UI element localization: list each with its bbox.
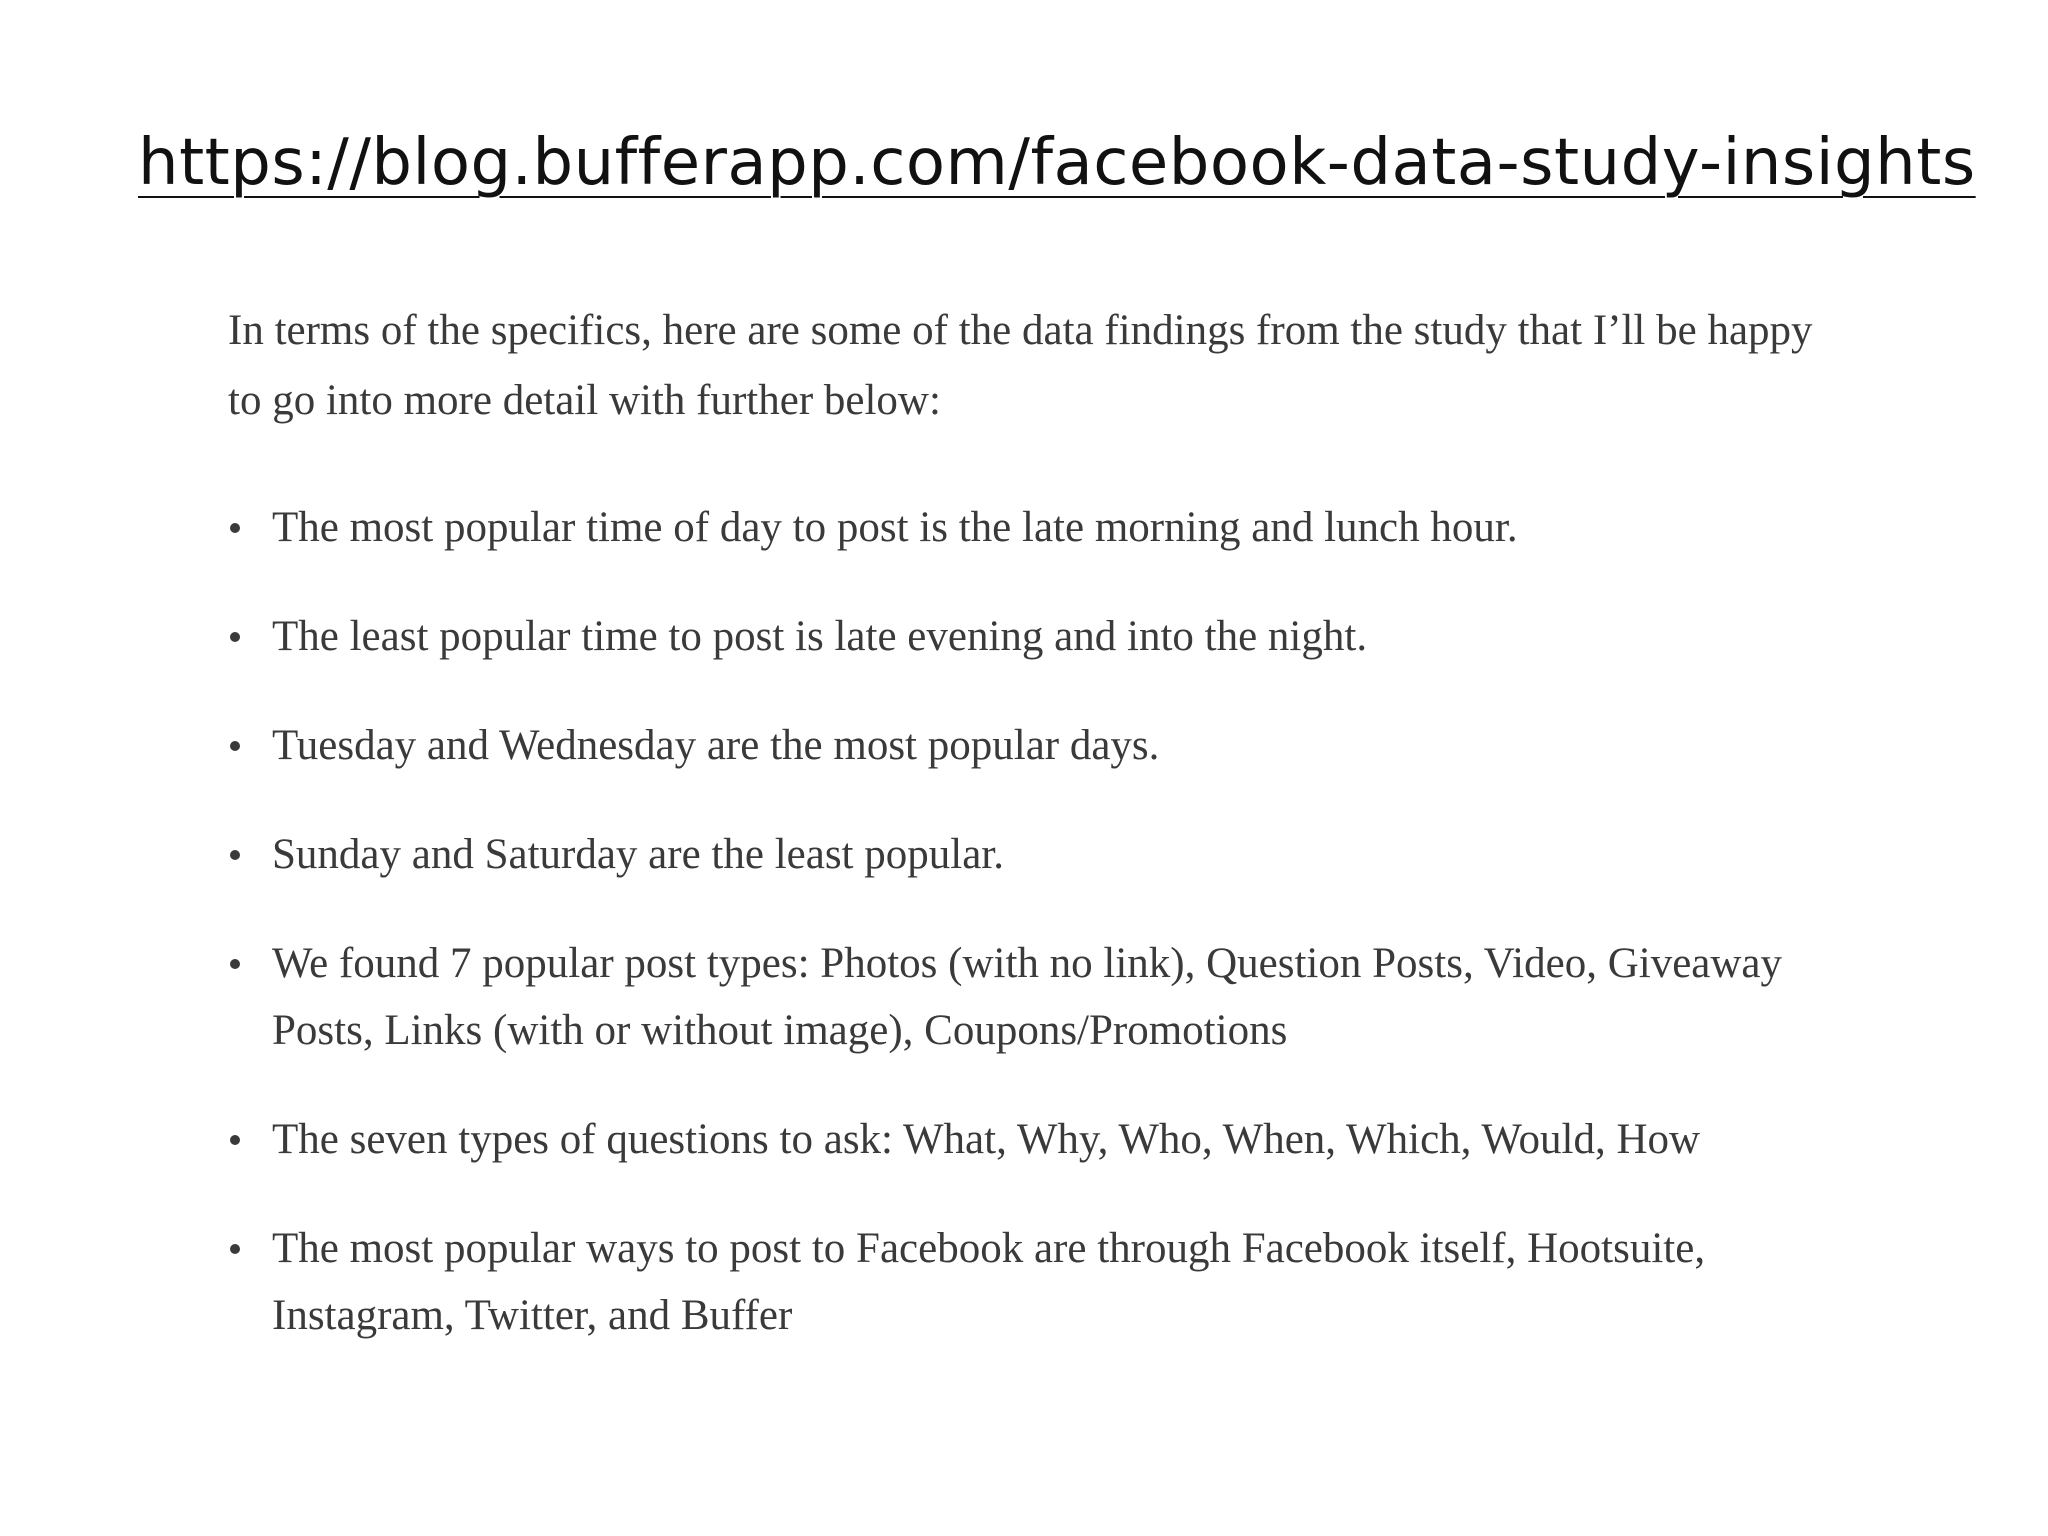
list-item	[228, 1106, 1848, 1173]
finding-text: Sunday and Saturday are the least popular.	[272, 831, 1004, 878]
bullet-icon	[230, 741, 240, 751]
list-item	[228, 712, 1848, 779]
list-item	[228, 930, 1848, 1064]
bullet-icon	[230, 850, 240, 860]
bullet-icon	[230, 523, 240, 533]
bullet-icon	[230, 632, 240, 642]
article-excerpt	[228, 296, 1848, 1391]
intro-paragraph: In terms of the specifics, here are some of the data findings from the study that I’ll be happy to go into more detail with further below:	[228, 307, 1813, 424]
bullet-icon	[230, 1135, 240, 1145]
list-item	[228, 494, 1848, 561]
list-item	[228, 603, 1848, 670]
finding-text: Tuesday and Wednesday are the most popular days.	[272, 722, 1160, 769]
finding-text: We found 7 popular post types: Photos (with no link), Question Posts, Video, Giveaway Posts, Links (with or without image), Coupons/Promotions	[272, 940, 1782, 1054]
finding-text: The least popular time to post is late evening and into the night.	[272, 613, 1368, 660]
source-url-link[interactable]: https://blog.bufferapp.com/facebook-data-study-insights	[138, 126, 1976, 200]
findings-list	[228, 494, 1848, 1349]
finding-text: The most popular time of day to post is the late morning and lunch hour.	[272, 504, 1518, 551]
list-item	[228, 821, 1848, 888]
finding-text: The most popular ways to post to Facebook are through Facebook itself, Hootsuite, Instagram, Twitter, and Buffer	[272, 1225, 1706, 1339]
bullet-icon	[230, 959, 240, 969]
finding-text: The seven types of questions to ask: What, Why, Who, When, Which, Would, How	[272, 1116, 1701, 1163]
bullet-icon	[230, 1244, 240, 1254]
list-item	[228, 1215, 1848, 1349]
